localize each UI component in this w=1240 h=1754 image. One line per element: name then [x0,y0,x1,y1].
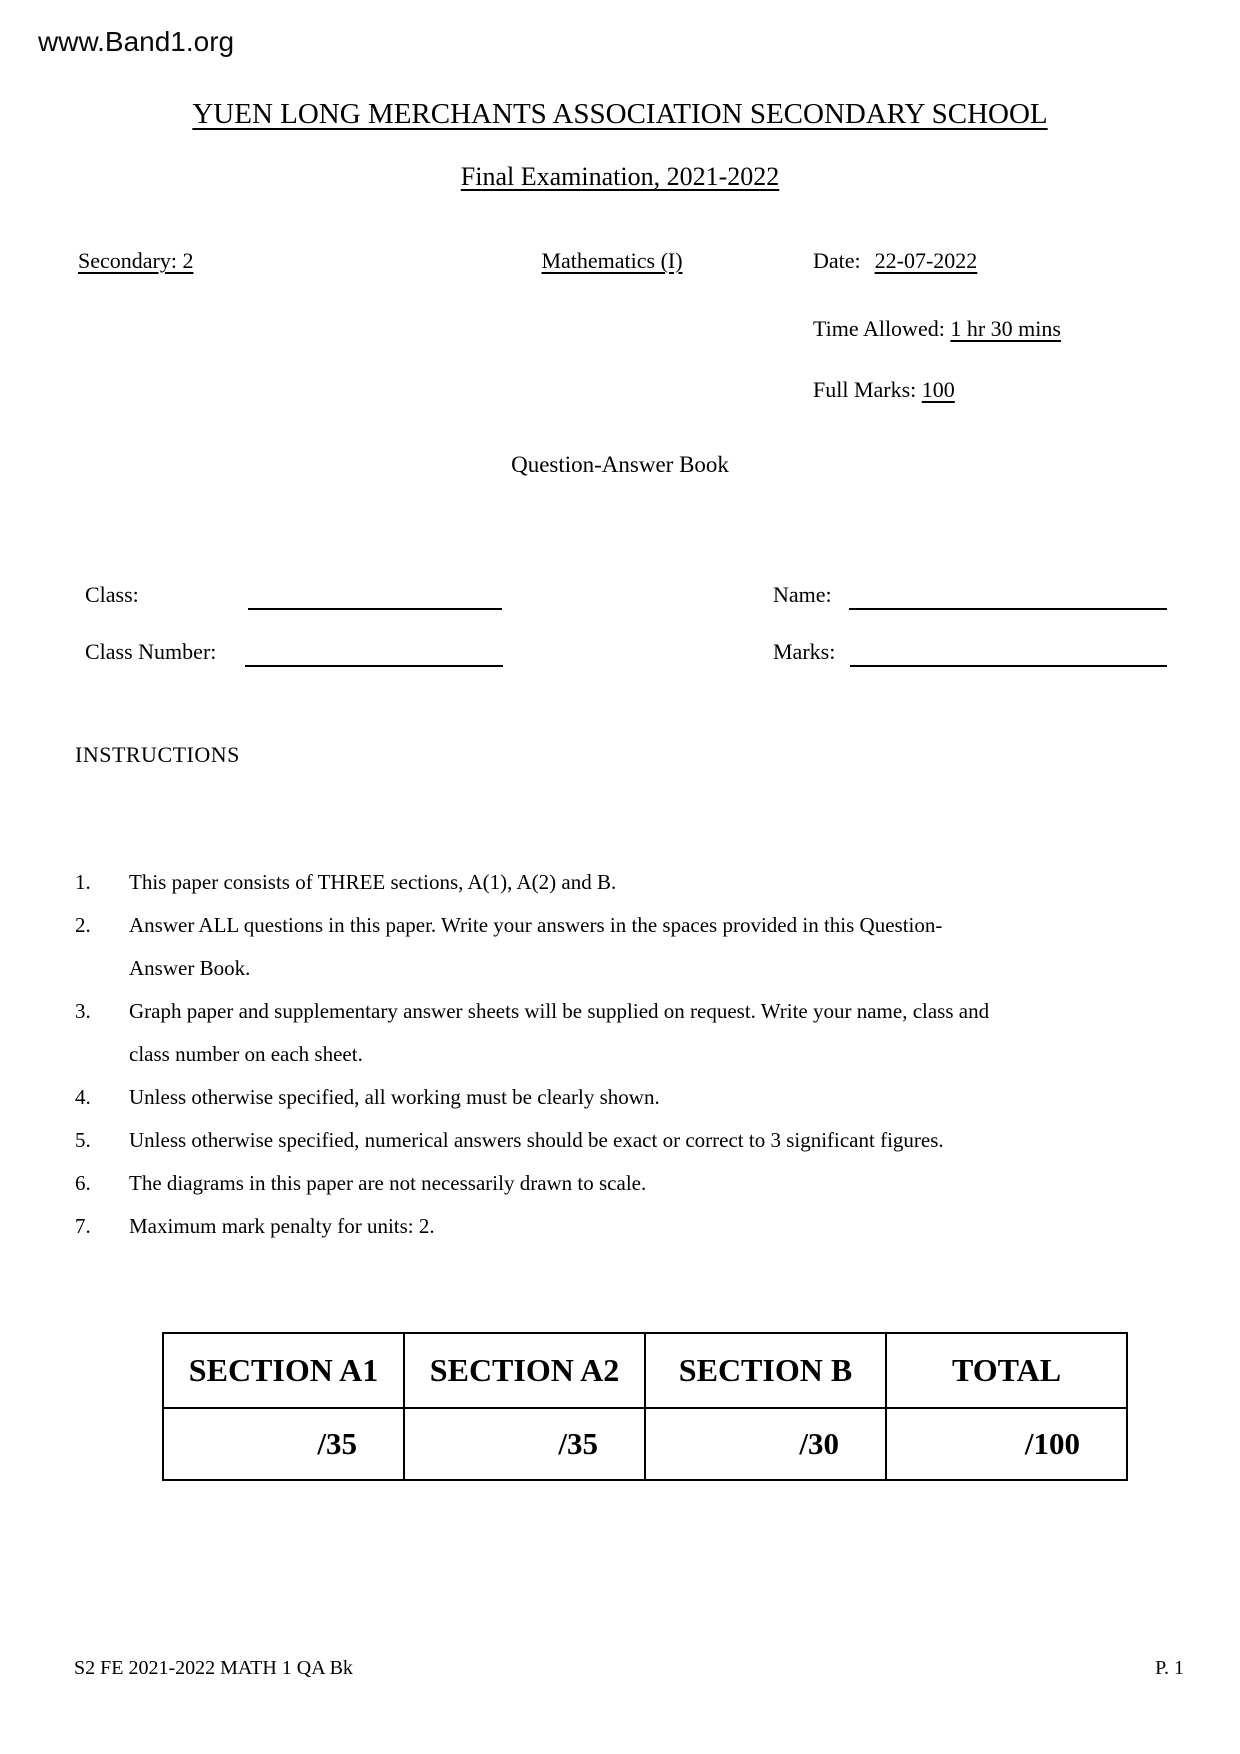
instruction-item [75,1076,1177,1119]
instruction-number: 6. [75,1171,91,1195]
instruction-text: Unless otherwise specified, all working must be clearly shown. [129,1085,660,1109]
instruction-item [75,1205,1177,1248]
instruction-text: Graph paper and supplementary answer sheets will be supplied on request. Write your name, class and class number on each sheet. [129,999,990,1066]
time-allowed-label: Time Allowed: [813,316,945,341]
date-value: 22-07-2022 [874,248,978,273]
secondary-level: Secondary: 2 [78,248,194,273]
instruction-item [75,1119,1177,1162]
exam-title: Final Examination, 2021-2022 [460,162,780,191]
instruction-text: Unless otherwise specified, numerical answers should be exact or correct to 3 significant figures. [129,1128,944,1152]
date-label: Date: [813,248,861,273]
score-table-header: SECTION A2 [404,1333,645,1408]
class-number-label: Class Number: [85,639,217,664]
instruction-text: This paper consists of THREE sections, A(1), A(2) and B. [129,870,617,894]
score-table-header: SECTION A1 [163,1333,404,1408]
instruction-text: Maximum mark penalty for units: 2. [129,1214,435,1238]
time-allowed-value: 1 hr 30 mins [950,316,1061,341]
instructions-heading: INSTRUCTIONS [75,742,240,767]
marks-label: Marks: [773,639,836,664]
score-table-header: SECTION B [645,1333,886,1408]
full-marks-line [813,377,955,403]
score-table-value: /35 [404,1408,645,1480]
footer-page-number: P. 1 [1155,1657,1184,1679]
score-table-header: TOTAL [886,1333,1127,1408]
footer-document-code: S2 FE 2021-2022 MATH 1 QA Bk [74,1657,353,1679]
class-blank-field [248,608,502,610]
name-label: Name: [773,582,832,607]
full-marks-label: Full Marks: [813,377,917,402]
full-marks-value: 100 [921,377,955,402]
book-title: Question-Answer Book [511,452,729,477]
score-table-value: /30 [645,1408,886,1480]
instruction-item [75,990,1177,1076]
score-table-value: /35 [163,1408,404,1480]
name-blank-field [849,608,1167,610]
score-table-value: /100 [886,1408,1127,1480]
instruction-number: 7. [75,1214,91,1238]
time-allowed-line [813,316,1061,342]
instruction-number: 5. [75,1128,91,1152]
score-table [162,1332,1128,1481]
school-title: YUEN LONG MERCHANTS ASSOCIATION SECONDARY SCHOOL [192,98,1048,130]
date-line [813,248,977,274]
instruction-item [75,904,1177,990]
instruction-text: Answer ALL questions in this paper. Write your answers in the spaces provided in this Question- Answer Book. [129,913,943,980]
instructions-list [75,861,1177,1248]
marks-blank-field [850,665,1167,667]
instruction-item [75,1162,1177,1205]
class-number-blank-field [245,665,503,667]
score-table-header-row [163,1333,1127,1408]
instruction-number: 2. [75,913,91,937]
instruction-item [75,861,1177,904]
instruction-number: 3. [75,999,91,1023]
instruction-number: 4. [75,1085,91,1109]
instruction-text: The diagrams in this paper are not necessarily drawn to scale. [129,1171,647,1195]
instruction-number: 1. [75,870,91,894]
score-table-value-row [163,1408,1127,1480]
watermark: www.Band1.org [38,26,235,57]
subject-title: Mathematics (I) [541,248,683,273]
class-label: Class: [85,582,139,607]
